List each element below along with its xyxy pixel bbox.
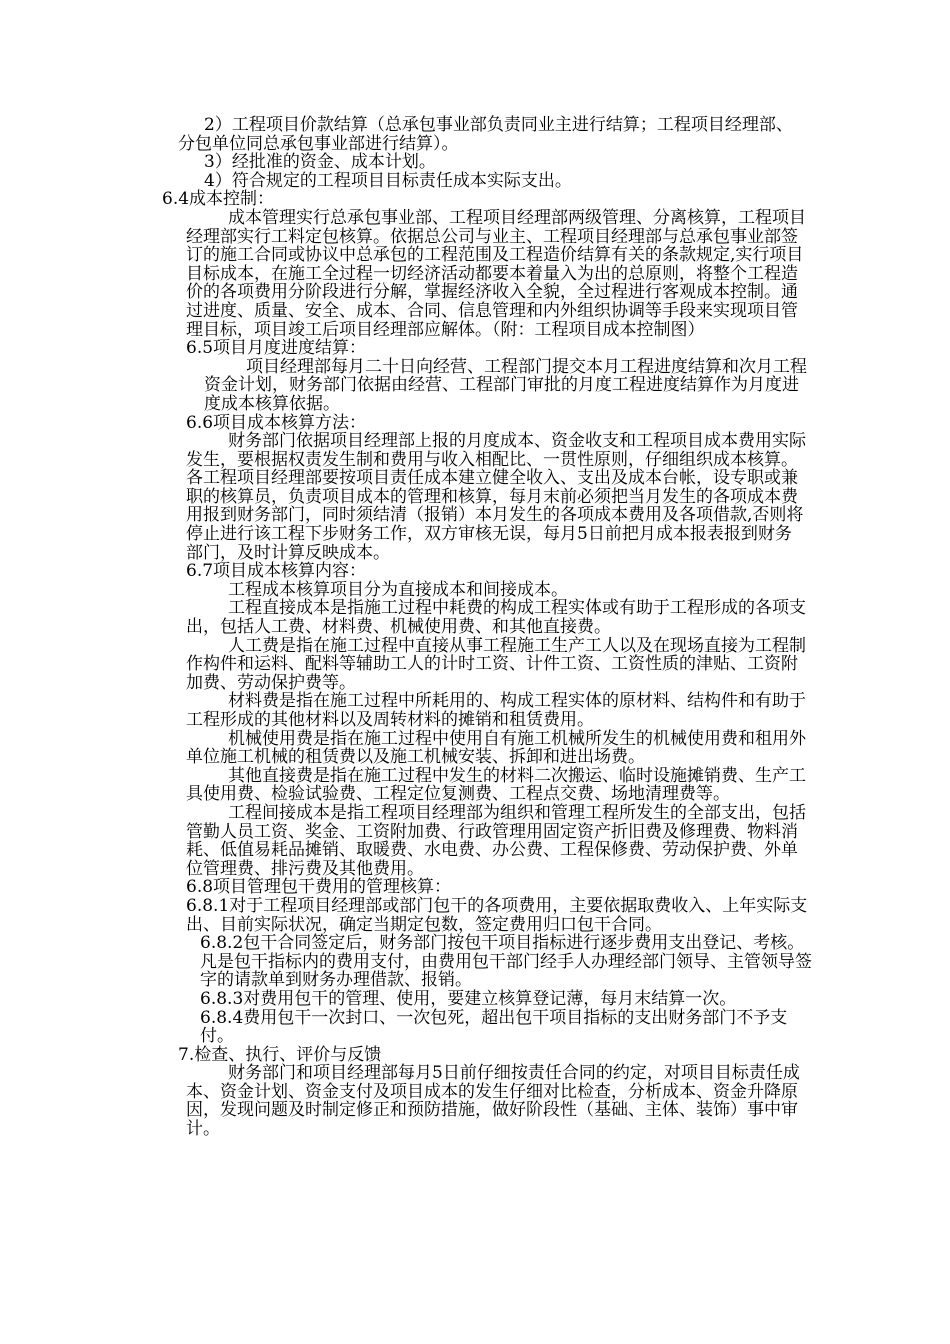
paragraph-indirect-cost: 工程间接成本是指工程项目经理部为组织和管理工程所发生的全部支出，包括管勤人员工资、奖金、工资附加费、行政管理用固定资产折旧费及修理费、物料消耗、低值易耗品摊销、取暖费、水电费、办公费、工程保修费、劳动保护费、外单位管理费、排污费及其他费用。 bbox=[186, 802, 806, 879]
paragraph-review-feedback: 财务部门和项目经理部每月5日前仔细按责任合同的约定，对项目目标责任成本、资金计划、资金支付及项目成本的发生仔细对比检查，分析成本、资金升降原因，发现问题及时制定修正和预防措施，做好阶段性（基础、主体、装饰）事中审计。 bbox=[186, 1063, 800, 1140]
paragraph-accounting-method: 财务部门依据项目经理部上报的月度成本、资金收支和工程项目成本费用实际发生，要根据权责发生制和费用与收入相配比、一贯性原则，仔细组织成本核算。各工程项目经理部要按项目责任成本建立健全收入、支出及成本台帐，设专职或兼职的核算员，负责项目成本的管理和核算，每月末前必须把当月发生的各项成本费用报到财务部门，同时须结清（报销）本月发生的各项成本费用及各项借款,否则将停止进行该工程下步财务工作，双方审核无误，每月5日前把月成本报表报到财务部门，及时计算反映成本。 bbox=[186, 431, 806, 563]
paragraph-6-8-2: 6.8.2包干合同签定后，财务部门按包干项目指标进行逐步费用支出登记、考核。凡是包干指标内的费用支付，由费用包干部门经手人办理经部门领导、主管领导签字的请款单到财务办理借款、报销。 bbox=[200, 933, 812, 991]
section-heading-6-8: 6.8项目管理包干费用的管理核算： bbox=[186, 877, 452, 898]
paragraph-other-direct-cost: 其他直接费是指在施工过程中发生的材料二次搬运、临时设施摊销费、生产工具使用费、检验试验费、工程定位复测费、工程点交费、场地清理费等。 bbox=[186, 765, 806, 805]
section-heading-6-7: 6.7项目成本核算内容： bbox=[186, 561, 367, 582]
paragraph-6-8-3: 6.8.3对费用包干的管理、使用，要建立核算登记薄，每月末结算一次。 bbox=[200, 988, 737, 1009]
paragraph-direct-cost: 工程直接成本是指施工过程中耗费的构成工程实体或有助于工程形成的各项支出，包括人工费、材料费、机械使用费、和其他直接费。 bbox=[186, 598, 806, 638]
section-heading-7: 7.检查、执行、评价与反馈 bbox=[178, 1044, 382, 1065]
paragraph-labor-cost: 人工费是指在施工过程中直接从事工程施工生产工人以及在现场直接为工程制作构件和运料、配料等辅助工人的计时工资、计件工资、工资性质的津贴、工资附加费、劳动保护费等。 bbox=[186, 635, 806, 693]
paragraph-material-cost: 材料费是指在施工过程中所耗用的、构成工程实体的原材料、结构件和有助于工程形成的其他材料以及周转材料的摊销和租赁费用。 bbox=[186, 691, 806, 730]
section-heading-6-4: 6.4成本控制： bbox=[162, 189, 275, 210]
paragraph-monthly-settlement: 项目经理部每月二十日向经营、工程部门提交本月工程进度结算和次月工程资金计划，财务部门依据由经营、工程部门审批的月度工程进度结算作为月度进度成本核算依据。 bbox=[204, 356, 807, 414]
paragraph-item-2: 2）工程项目价款结算（总承包事业部负责同业主进行结算；工程项目经理部、分包单位同总承包事业部进行结算）。 bbox=[178, 115, 793, 154]
section-heading-6-6: 6.6项目成本核算方法： bbox=[186, 412, 367, 433]
paragraph-item-4: 4）符合规定的工程项目目标责任成本实际支出。 bbox=[204, 170, 572, 191]
document-body bbox=[0, 116, 950, 1139]
paragraph-6-8-1: 6.8.1对于工程项目经理部或部门包干的各项费用，主要依据取费收入、上年实际支出、目前实际状况，确定当期定包数，签定费用归口包干合同。 bbox=[186, 895, 808, 935]
paragraph-6-8-4: 6.8.4费用包干一次封口、一次包死，超出包干项目指标的支出财务部门不予支付。 bbox=[200, 1007, 788, 1047]
paragraph-cost-control: 成本管理实行总承包事业部、工程项目经理部两级管理、分离核算，工程项目经理部实行工料定包核算。依据总公司与业主、工程项目经理部与总承包事业部签订的施工合同或协议中总承包的工程范围及工程造价结算有关的条款规定,实行项目目标成本，在施工全过程一切经济活动都要本着量入为出的总原则，将整个工程造价的各项费用分阶段进行分解，掌握经济收入全貌，全过程进行客观成本控制。通过进度、质量、安全、成本、合同、信息管理和内外组织协调等手段来实现项目管理目标，项目竣工后项目经理部应解体。（附：工程项目成本控制图） bbox=[186, 207, 806, 340]
paragraph-cost-categories: 工程成本核算项目分为直接成本和间接成本。 bbox=[228, 579, 568, 600]
paragraph-machinery-cost: 机械使用费是指在施工过程中使用自有施工机械所发生的机械使用费和租用外单位施工机械的租赁费以及施工机械安装、拆卸和进出场费。 bbox=[186, 728, 806, 768]
paragraph-item-3: 3）经批准的资金、成本计划。 bbox=[204, 152, 436, 173]
section-heading-6-5: 6.5项目月度进度结算： bbox=[186, 338, 367, 359]
